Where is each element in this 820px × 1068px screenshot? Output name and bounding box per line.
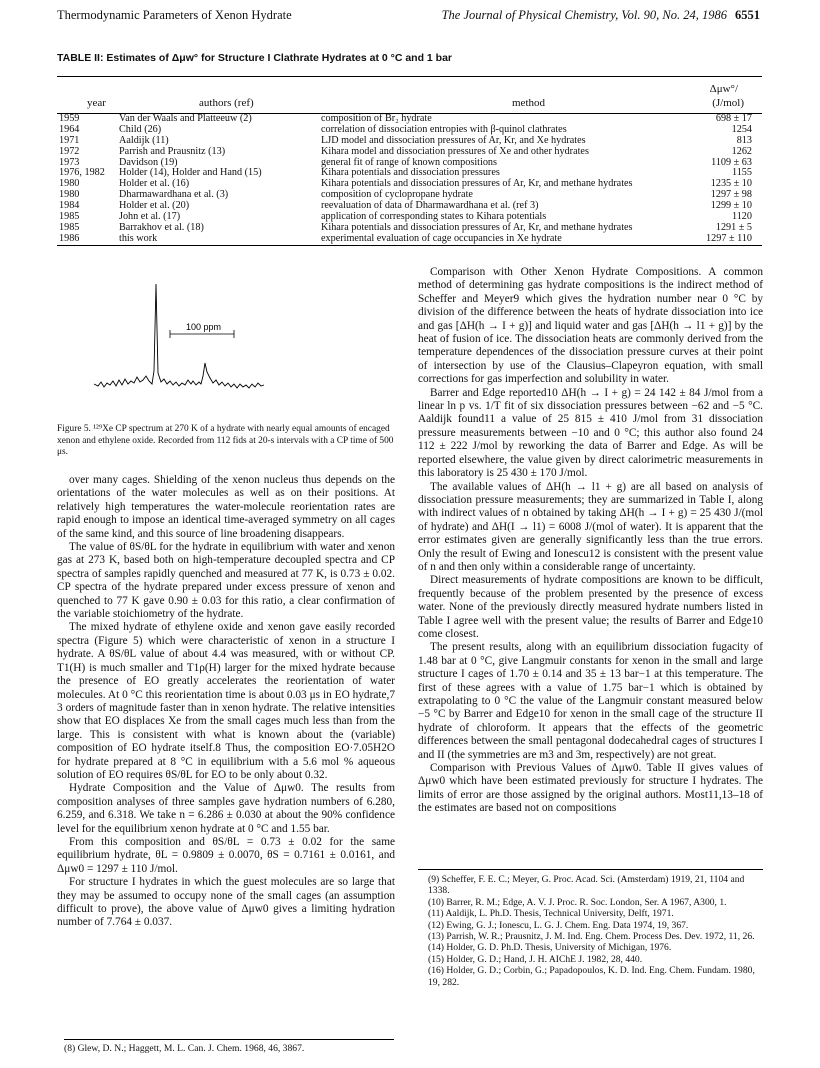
body-paragraph: The value of θS/θL for the hydrate in equilibrium with water and xenon gas at 273 K, based both on high-temperature decoupled spectra and CP spectra of samples rapidly quenched and measured at 77 K, is 0.73 ± 0.02. CP spectra of the hydrate prepared under excess pressure of xenon and quenched to 77 K gave 0.90 ± 0.03 for this ratio, a clear confirmation of the variable stoichiometry of the hydrate.	[57, 541, 395, 621]
header-authors: authors (ref)	[199, 97, 254, 109]
footnote-reference: (11) Aaldijk, L. Ph.D. Thesis, Technical University, Delft, 1971.	[428, 908, 674, 920]
journal-name: The Journal of Physical Chemistry, Vol. 90, No. 24, 1986	[441, 8, 727, 22]
cell-authors: Barrakhov et al. (18)	[119, 221, 204, 233]
footnote-reference: (16) Holder, G. D.; Corbin, G.; Papadopoulos, K. D. Ind. Eng. Chem. Fundam. 1980, 19, 282.	[428, 965, 755, 988]
cell-year: 1972	[59, 145, 80, 157]
cell-value: 1297 ± 110	[706, 232, 752, 244]
left-column-text	[57, 474, 395, 930]
cell-value: 1297 ± 98	[710, 189, 752, 201]
cell-year: 1985	[59, 211, 80, 223]
running-title: Thermodynamic Parameters of Xenon Hydrate	[57, 8, 292, 22]
body-paragraph: Direct measurements of hydrate compositions are known to be difficult, frequently because of the problem presented by the presence of excess water. None of the previously directly measured hydrate numbers listed in Table I agree well with the present value; the results of Barrer and Edge10 come closest.	[418, 574, 763, 640]
cell-method: application of corresponding states to Kihara potentials	[321, 211, 547, 223]
cell-year: 1980	[59, 178, 80, 190]
cell-year: 1964	[59, 123, 80, 135]
journal-citation	[442, 8, 760, 23]
cell-method: Kihara potentials and dissociation pressures	[321, 167, 500, 179]
header-year: year	[87, 97, 106, 109]
spectrum-trace	[94, 284, 264, 388]
footnote-reference: (13) Parrish, W. R.; Prausnitz, J. M. Ind. Eng. Chem. Process Des. Dev. 1972, 11, 26.	[428, 931, 755, 943]
cell-method: LJD model and dissociation pressures of Ar, Kr, and Xe hydrates	[321, 134, 586, 146]
cell-value: 1262	[731, 145, 752, 157]
cell-method: experimental evaluation of cage occupancies in Xe hydrate	[321, 232, 562, 244]
footnote-reference: (15) Holder, G. D.; Hand, J. H. AIChE J. 1982, 28, 440.	[428, 953, 643, 965]
cell-authors: Holder et al. (20)	[119, 200, 190, 212]
cell-method: correlation of dissociation entropies with β-quinol clathrates	[321, 123, 567, 135]
figure-caption: Figure 5. ¹²⁹Xe CP spectrum at 270 K of a hydrate with nearly equal amounts of encaged xenon and ethylene oxide. Recorded from 112 fids at 20-s intervals with a CP time of 500 μs.	[57, 424, 394, 457]
cell-authors: Van der Waals and Platteeuw (2)	[119, 113, 252, 124]
cell-authors: Holder (14), Holder and Hand (15)	[119, 167, 262, 179]
cell-year: 1971	[59, 134, 80, 146]
body-paragraph: The available values of ΔH(h → l1 + g) are all based on analysis of dissociation pressure measurements; they are summarized in Table I, along with indirect values of n obtained by taking ΔH(h → I + g) = 25 430 J/(mol of hydrate) and ΔH(I → l1) = 6008 J/(mol of water). It is apparent that the error estimates given are generally significantly less than the true errors. Only the result of Ewing and Ionescu12 is consistent with the present value of n and then only within a considerable range of uncertainty.	[418, 480, 763, 573]
cell-year: 1984	[59, 200, 80, 212]
body-paragraph: The mixed hydrate of ethylene oxide and xenon gave easily recorded spectra (Figure 5) which were characteristic of xenon in a structure I hydrate. A θS/θL value of about 4.4 was measured, with or without CP. T1(H) is much smaller and T1ρ(H) larger for the mixed hydrate because the presence of EO greatly accelerates the reorientation of water molecules. At 0 °C this reorientation time is about 0.03 μs in EO hydrate,7 3 orders of magnitude faster than in xenon hydrate. The relative intensities show that EO displaces Xe from the small cages much less than from the large. This is consistent with what is known about the (variable) composition of EO hydrate itself.8 Thus, the composition EO·7.05H2O for hydrate prepared at 8 °C in equilibrium with a 5.6 mol % aqueous solution of EO requires θS/θL for EO to be only about 0.32.	[57, 621, 395, 781]
cell-method: Kihara model and dissociation pressures of Xe and other hydrates	[321, 145, 589, 157]
footnote-reference: (12) Ewing, G. J.; Ionescu, L. G. J. Chem. Eng. Data 1974, 19, 367.	[428, 919, 689, 931]
footnote-reference: (10) Barrer, R. M.; Edge, A. V. J. Proc. R. Soc. London, Ser. A 1967, A300, 1.	[428, 896, 727, 908]
body-paragraph: Comparison with Other Xenon Hydrate Compositions. A common method of determining gas hydrate compositions is the indirect method of Scheffer and Meyer9 which gives the hydration number near 0 °C by division of the difference between the heats of hydrate dissociation into ice and gas [ΔH(h → I + g)] and liquid water and gas [ΔH(h → l1 + g)] by the heat of fusion of ice. The dissociation heats are commonly derived from the temperature dependences of the dissociation pressure curves at their point of intersection by use of the Clausius–Clapeyron equation, with small corrections for gas imperfection and solubility in water.	[418, 266, 763, 386]
nmr-spectrum-figure	[58, 272, 388, 422]
cell-method: composition of cyclopropane hydrate	[321, 189, 473, 201]
table-caption: TABLE II: Estimates of Δμw° for Structure I Clathrate Hydrates at 0 °C and 1 bar	[57, 52, 453, 64]
cell-authors: this work	[119, 232, 158, 244]
cell-year: 1976, 1982	[59, 167, 105, 179]
cell-value: 1254	[731, 123, 752, 135]
right-column-text	[418, 266, 763, 816]
cell-year: 1959	[59, 113, 80, 124]
cell-authors: Aaldijk (11)	[119, 134, 169, 146]
data-table	[57, 76, 762, 246]
cell-year: 1986	[59, 232, 80, 244]
cell-value: 1120	[732, 211, 752, 223]
footnotes-right	[418, 869, 763, 988]
cell-method: composition of Br₂ hydrate	[321, 113, 432, 124]
table-header	[57, 77, 762, 114]
cell-authors: John et al. (17)	[119, 211, 181, 223]
cell-value: 1299 ± 10	[710, 200, 752, 212]
body-paragraph: From this composition and θS/θL = 0.73 ± 0.02 for the same equilibrium hydrate, θL = 0.9809 ± 0.0070, θS = 0.7161 ± 0.0161, and Δμw0 = 1297 ± 110 J/mol.	[57, 835, 395, 875]
cell-method: general fit of range of known compositions	[321, 156, 497, 168]
body-paragraph: Barrer and Edge reported10 ΔH(h → I + g) = 24 142 ± 84 J/mol from a linear ln p vs. 1/T fit of six dissociation pressures between −62 and −5 °C. Aaldijk found11 a value of 25 815 ± 410 J/mol from 31 dissociation pressure measurements between −10 and 0 °C; this author also found 24 112 ± 222 J/mol by reworking the data of Barrer and Edge. As will be reported elsewhere, the value given by direct calorimetric measurements in this laboratory is 25 430 ± 170 J/mol.	[418, 386, 763, 480]
footnote-reference: (9) Scheffer, F. E. C.; Meyer, G. Proc. Acad. Sci. (Amsterdam) 1919, 21, 1104 and 1338.	[428, 874, 745, 897]
table-row	[57, 147, 762, 158]
cell-authors: Parrish and Prausnitz (13)	[119, 145, 226, 157]
cell-authors: Davidson (19)	[119, 156, 178, 168]
footnote-left: (8) Glew, D. N.; Haggett, M. L. Can. J. Chem. 1968, 46, 3867.	[64, 1039, 394, 1054]
cell-year: 1980	[59, 189, 80, 201]
cell-value: 698 ± 17	[715, 113, 752, 124]
body-paragraph: Comparison with Previous Values of Δμw0. Table II gives values of Δμw0 which have been estimated previously for structure I hydrates. The limits of error are those assigned by the original authors. Most11,13–18 of the estimates are based not on compositions	[418, 762, 763, 815]
header-value-symbol: Δμw°/	[709, 83, 738, 95]
body-paragraph: over many cages. Shielding of the xenon nucleus thus depends on the orientations of the water molecules as well as on their positions. At relatively high temperatures the water-molecule reorientation rates are rapid enough to impose an identical time-averaged symmetry on all cages of the same kind, and this source of line broadening disappears.	[57, 474, 395, 540]
cell-method: Kihara potentials and dissociation pressures of Ar, Kr, and methane hydrates	[321, 221, 633, 233]
cell-value: 1155	[732, 167, 752, 179]
cell-value: 813	[736, 134, 752, 146]
body-paragraph: The present results, along with an equilibrium dissociation fugacity of 1.48 bar at 0 °C, give Langmuir constants for xenon in the small and large structure I cages of 1.70 ± 0.14 and 35 ± 13 bar−1 at this temperature. The first of these agrees with a value of 1.75 bar−1 which is obtained by extrapolating to 0 °C the value of the Langmuir constant measured below −5 °C by Barrer and Edge10 for xenon in the small cage of the structure II hydrate of chloroform. It appears that the effects of the geometric differences between the small pentagonal dodecahedral cages of structures I and II (the symmetries are m3 and 3m, respectively) are not great.	[418, 641, 763, 761]
cell-method: Kihara potentials and dissociation pressures of Ar, Kr, and methane hydrates	[321, 178, 633, 190]
cell-value: 1291 ± 5	[715, 221, 752, 233]
header-method: method	[512, 97, 545, 109]
header-value-unit: (J/mol)	[712, 97, 744, 109]
cell-authors: Dharmawardhana et al. (3)	[119, 189, 229, 201]
cell-year: 1973	[59, 156, 80, 168]
cell-value: 1235 ± 10	[710, 178, 752, 190]
table-body	[57, 114, 762, 245]
footnote-reference: (14) Holder, G. D. Ph.D. Thesis, University of Michigan, 1976.	[428, 942, 672, 954]
body-paragraph: For structure I hydrates in which the guest molecules are so large that they may be assumed to occupy none of the small cages (an assumption difficult to prove), the above value of Δμw0 gives a limiting hydration number of 7.764 ± 0.037.	[57, 876, 395, 929]
body-paragraph: Hydrate Composition and the Value of Δμw0. The results from composition analyses of three samples gave hydration numbers of 6.280, 6.259, and 6.318. We take n = 6.286 ± 0.030 at about the 90% confidence level for the equilibrium xenon hydrate at 0 °C and 1.55 bar.	[57, 782, 395, 835]
running-header	[57, 8, 760, 28]
cell-year: 1985	[59, 221, 80, 233]
cell-value: 1109 ± 63	[711, 156, 752, 168]
table-row	[57, 234, 762, 245]
cell-method: reevaluation of data of Dharmawardhana et al. (ref 3)	[321, 200, 539, 212]
cell-authors: Holder et al. (16)	[119, 178, 190, 190]
scale-label: 100 ppm	[186, 322, 222, 332]
page-number: 6551	[735, 8, 760, 22]
cell-authors: Child (26)	[119, 123, 162, 135]
